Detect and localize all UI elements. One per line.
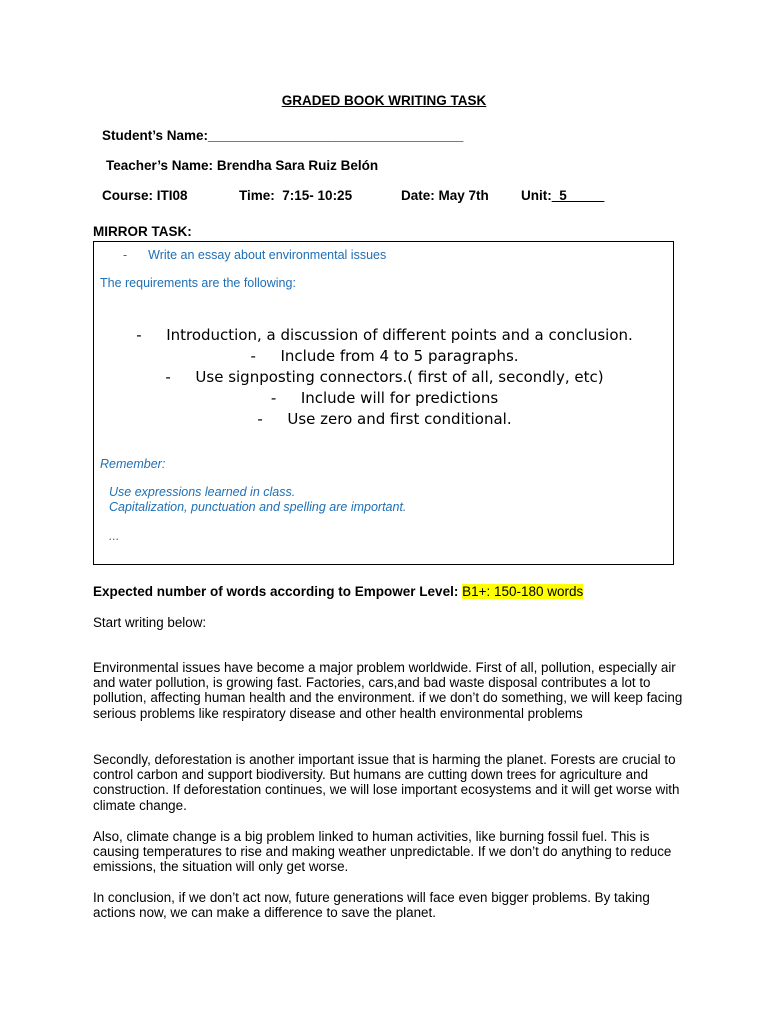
expected-words-value: B1+: 150-180 words (462, 584, 584, 599)
time-value: 7:15- 10:25 (282, 188, 353, 203)
time-label: Time: (239, 188, 275, 203)
unit-label: Unit: (521, 188, 552, 203)
course-value: ITI08 (156, 188, 188, 203)
remember-item: Use expressions learned in class. (109, 485, 296, 499)
requirements-intro: The requirements are the following: (100, 276, 296, 290)
teacher-name-label: Teacher’s Name: (106, 158, 214, 173)
remember-label: Remember: (100, 457, 166, 471)
start-writing-label: Start writing below: (93, 615, 207, 630)
expected-words-row (93, 584, 583, 599)
requirement-dash: - (136, 326, 142, 344)
requirement-item (94, 389, 675, 407)
requirement-text: Include will for predictions (300, 389, 499, 407)
essay-paragraph: Environmental issues have become a major problem worldwide. First of all, pollution, especially air and water pollution, is growing fast. Factories, cars,and bad waste disposal contributes a lot to pollution, affecting human health and the environment. if we don’t do something, we will keep facing serious problems like respiratory disease and other health environmental problems (93, 660, 683, 721)
requirement-text: Use signposting connectors.( first of all, secondly, etc) (195, 368, 604, 386)
student-name-row (102, 128, 463, 143)
essay-paragraph: In conclusion, if we don’t act now, future generations will face even bigger problems. By taking actions now, we can make a difference to save the planet. (93, 890, 650, 921)
requirement-item (94, 410, 675, 428)
date-label: Date: (401, 188, 435, 203)
essay-paragraph: Secondly, deforestation is another important issue that is harming the planet. Forests are crucial to control carbon and support biodiversity. But humans are cutting down trees for agriculture and construction. If deforestation continues, we will lose important ecosystems and it will get worse with climate change. (93, 752, 680, 813)
expected-words-label: Expected number of words according to Empower Level: (93, 584, 459, 599)
time-group (239, 188, 352, 203)
requirement-dash: - (270, 389, 277, 407)
requirement-text: Introduction, a discussion of different points and a conclusion. (166, 326, 633, 344)
requirement-text: Include from 4 to 5 paragraphs. (280, 347, 519, 365)
student-name-blank: __________________________________ (208, 128, 464, 143)
student-name-label: Student’s Name: (102, 128, 209, 143)
requirement-item (94, 326, 675, 344)
remember-item: Capitalization, punctuation and spelling are important. (109, 500, 407, 514)
teacher-name-row (106, 158, 378, 173)
requirement-item (94, 368, 675, 386)
date-group (401, 188, 489, 203)
requirement-dash: - (257, 410, 263, 428)
mirror-task-label: MIRROR TASK: (93, 224, 192, 239)
requirement-dash: - (250, 347, 256, 365)
instruction-dash: - (123, 248, 128, 262)
date-value: May 7th (438, 188, 489, 203)
requirement-dash: - (165, 368, 171, 386)
essay-paragraph: Also, climate change is a big problem linked to human activities, like burning fossil fuel. This is causing temperatures to rise and making weather unpredictable. If we don’t do anything to reduce emissions, the situation will only get worse. (93, 829, 672, 875)
remember-item: ... (109, 529, 120, 543)
document-title: GRADED BOOK WRITING TASK (281, 93, 487, 108)
unit-value: _5_____ (551, 188, 605, 203)
unit-group (521, 188, 604, 203)
requirement-text: Use zero and first conditional. (287, 410, 512, 428)
requirement-item (94, 347, 675, 365)
course-label-group (102, 188, 188, 203)
mirror-task-box (93, 241, 674, 565)
course-label: Course: (102, 188, 154, 203)
teacher-name-value: Brendha Sara Ruiz Belón (216, 158, 379, 173)
instruction-item (123, 248, 386, 262)
instruction-text: Write an essay about environmental issues (148, 248, 387, 262)
